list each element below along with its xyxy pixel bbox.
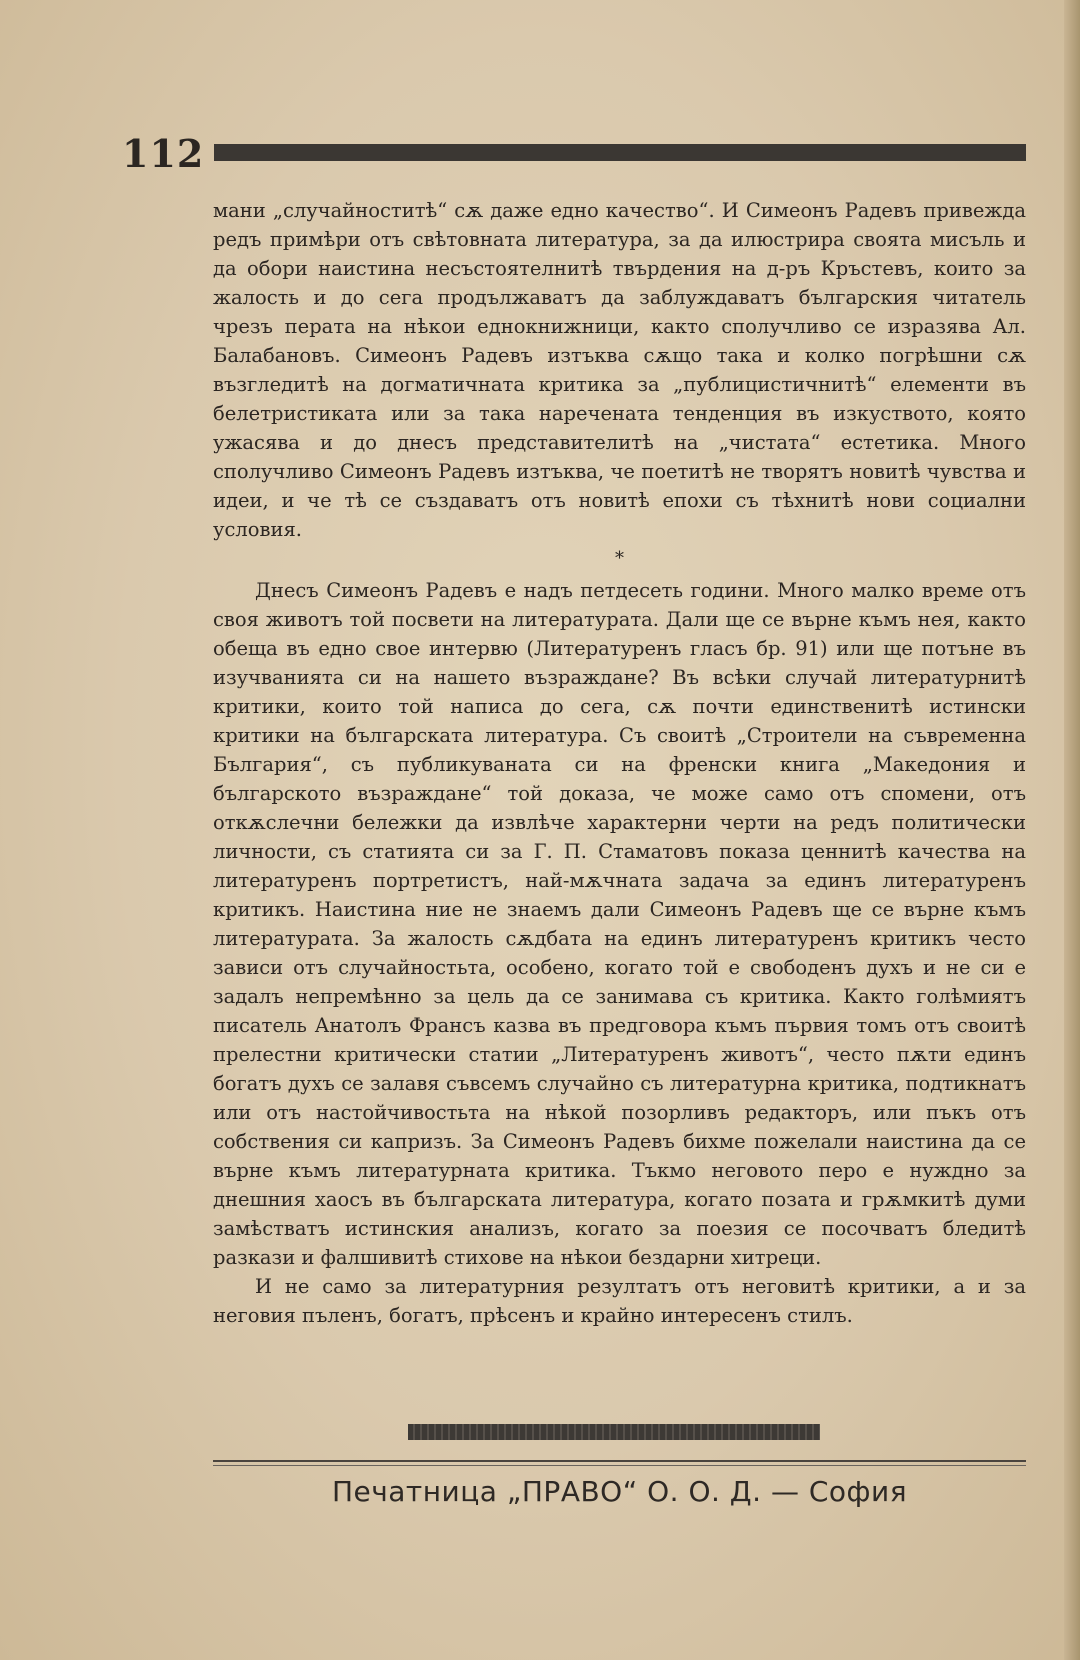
footer-rule xyxy=(213,1460,1026,1462)
footer-rule-thin xyxy=(213,1465,1026,1466)
paragraph-1: мани „случайноститѣ“ сѫ даже едно качество“. И Симеонъ Радевъ привежда редъ примѣри отъ свѣтовната литература, за да илюстрира своята мисъль и да обори наистина несъстоятелнитѣ твърдения на д-ръ Кръстевъ, които за жалость и до сега продължаватъ да заблуждаватъ българския читатель чрезъ перата на нѣкои еднокнижници, както сполучливо се изразява Ал. Балабановъ. Симеонъ Радевъ изтъква сѫщо така и колко погрѣшни сѫ възгледитѣ на догматичната критика за „публицистичнитѣ“ елементи въ белетристиката или за така наречената тенденция въ изкуството, която ужасява и до днесъ представителитѣ на „чистата“ естетика. Много сполучливо Симеонъ Радевъ изтъква, че поетитѣ не творятъ новитѣ чувства и идеи, и че тѣ се създаватъ отъ новитѣ епохи съ тѣхнитѣ нови социални условия. xyxy=(213,199,1026,541)
paragraph-3: И не само за литературния резултатъ отъ неговитѣ критики, а и за неговия пъленъ, богатъ, прѣсенъ и крайно интересенъ стилъ. xyxy=(213,1275,1026,1327)
section-separator: * xyxy=(615,548,624,569)
closing-ornament-bar xyxy=(408,1424,820,1440)
page-edge xyxy=(1064,0,1080,1660)
header-rule xyxy=(214,144,1026,161)
page-number: 112 xyxy=(122,131,205,176)
printer-imprint: Печатница „ПРАВО“ О. О. Д. — София xyxy=(331,1475,908,1508)
page-header xyxy=(122,132,1028,176)
paragraph-2: Днесъ Симеонъ Радевъ е надъ петдесеть години. Много малко време отъ своя животъ той посвети на литературата. Дали ще се върне къмъ нея, както обеща въ едно свое интервю (Литературенъ гласъ бр. 91) или ще потъне въ изучванията си на нашето възраждане? Въ всѣки случай литературнитѣ критики, които той написа до сега, сѫ почти единственитѣ истински критики на българската литература. Съ своитѣ „Строители на съвременна България“, съ публикуваната си на френски книга „Македония и българското възраждане“ той доказа, че може само отъ спомени, отъ откѫслечни бележки да извлѣче характерни черти на редъ политически личности, съ статията си за Г. П. Стаматовъ показа ценнитѣ качества на литературенъ портретистъ, най-мѫчната задача за единъ литературенъ критикъ. Наистина ние не знаемъ дали Симеонъ Радевъ ще се върне къмъ литературата. За жалость сѫдбата на единъ литературенъ критикъ често зависи отъ случайностьта, особено, когато той е свободенъ духъ и не си е задалъ непремѣнно за цель да се занимава съ критика. Както голѣмиятъ писатель Анатолъ Франсъ казва въ предговора къмъ първия томъ отъ своитѣ прелестни критически статии „Литературенъ животъ“, често пѫти единъ богатъ духъ се залавя съвсемъ случайно съ литературна критика, подтикнатъ или отъ настойчивостьта на нѣкой позорливъ редакторъ, или пъкъ отъ собствения си капризъ. За Симеонъ Радевъ бихме пожелали наистина да се върне къмъ литературната критика. Тъкмо неговото перо е нуждно за днешния хаосъ въ българската литература, когато позата и грѫмкитѣ думи замѣстватъ истинския анализъ, когато за поезия се посочватъ бледитѣ разкази и фалшивитѣ стихове на нѣкои бездарни хитреци. xyxy=(213,579,1026,1269)
body-text xyxy=(213,196,1026,1330)
